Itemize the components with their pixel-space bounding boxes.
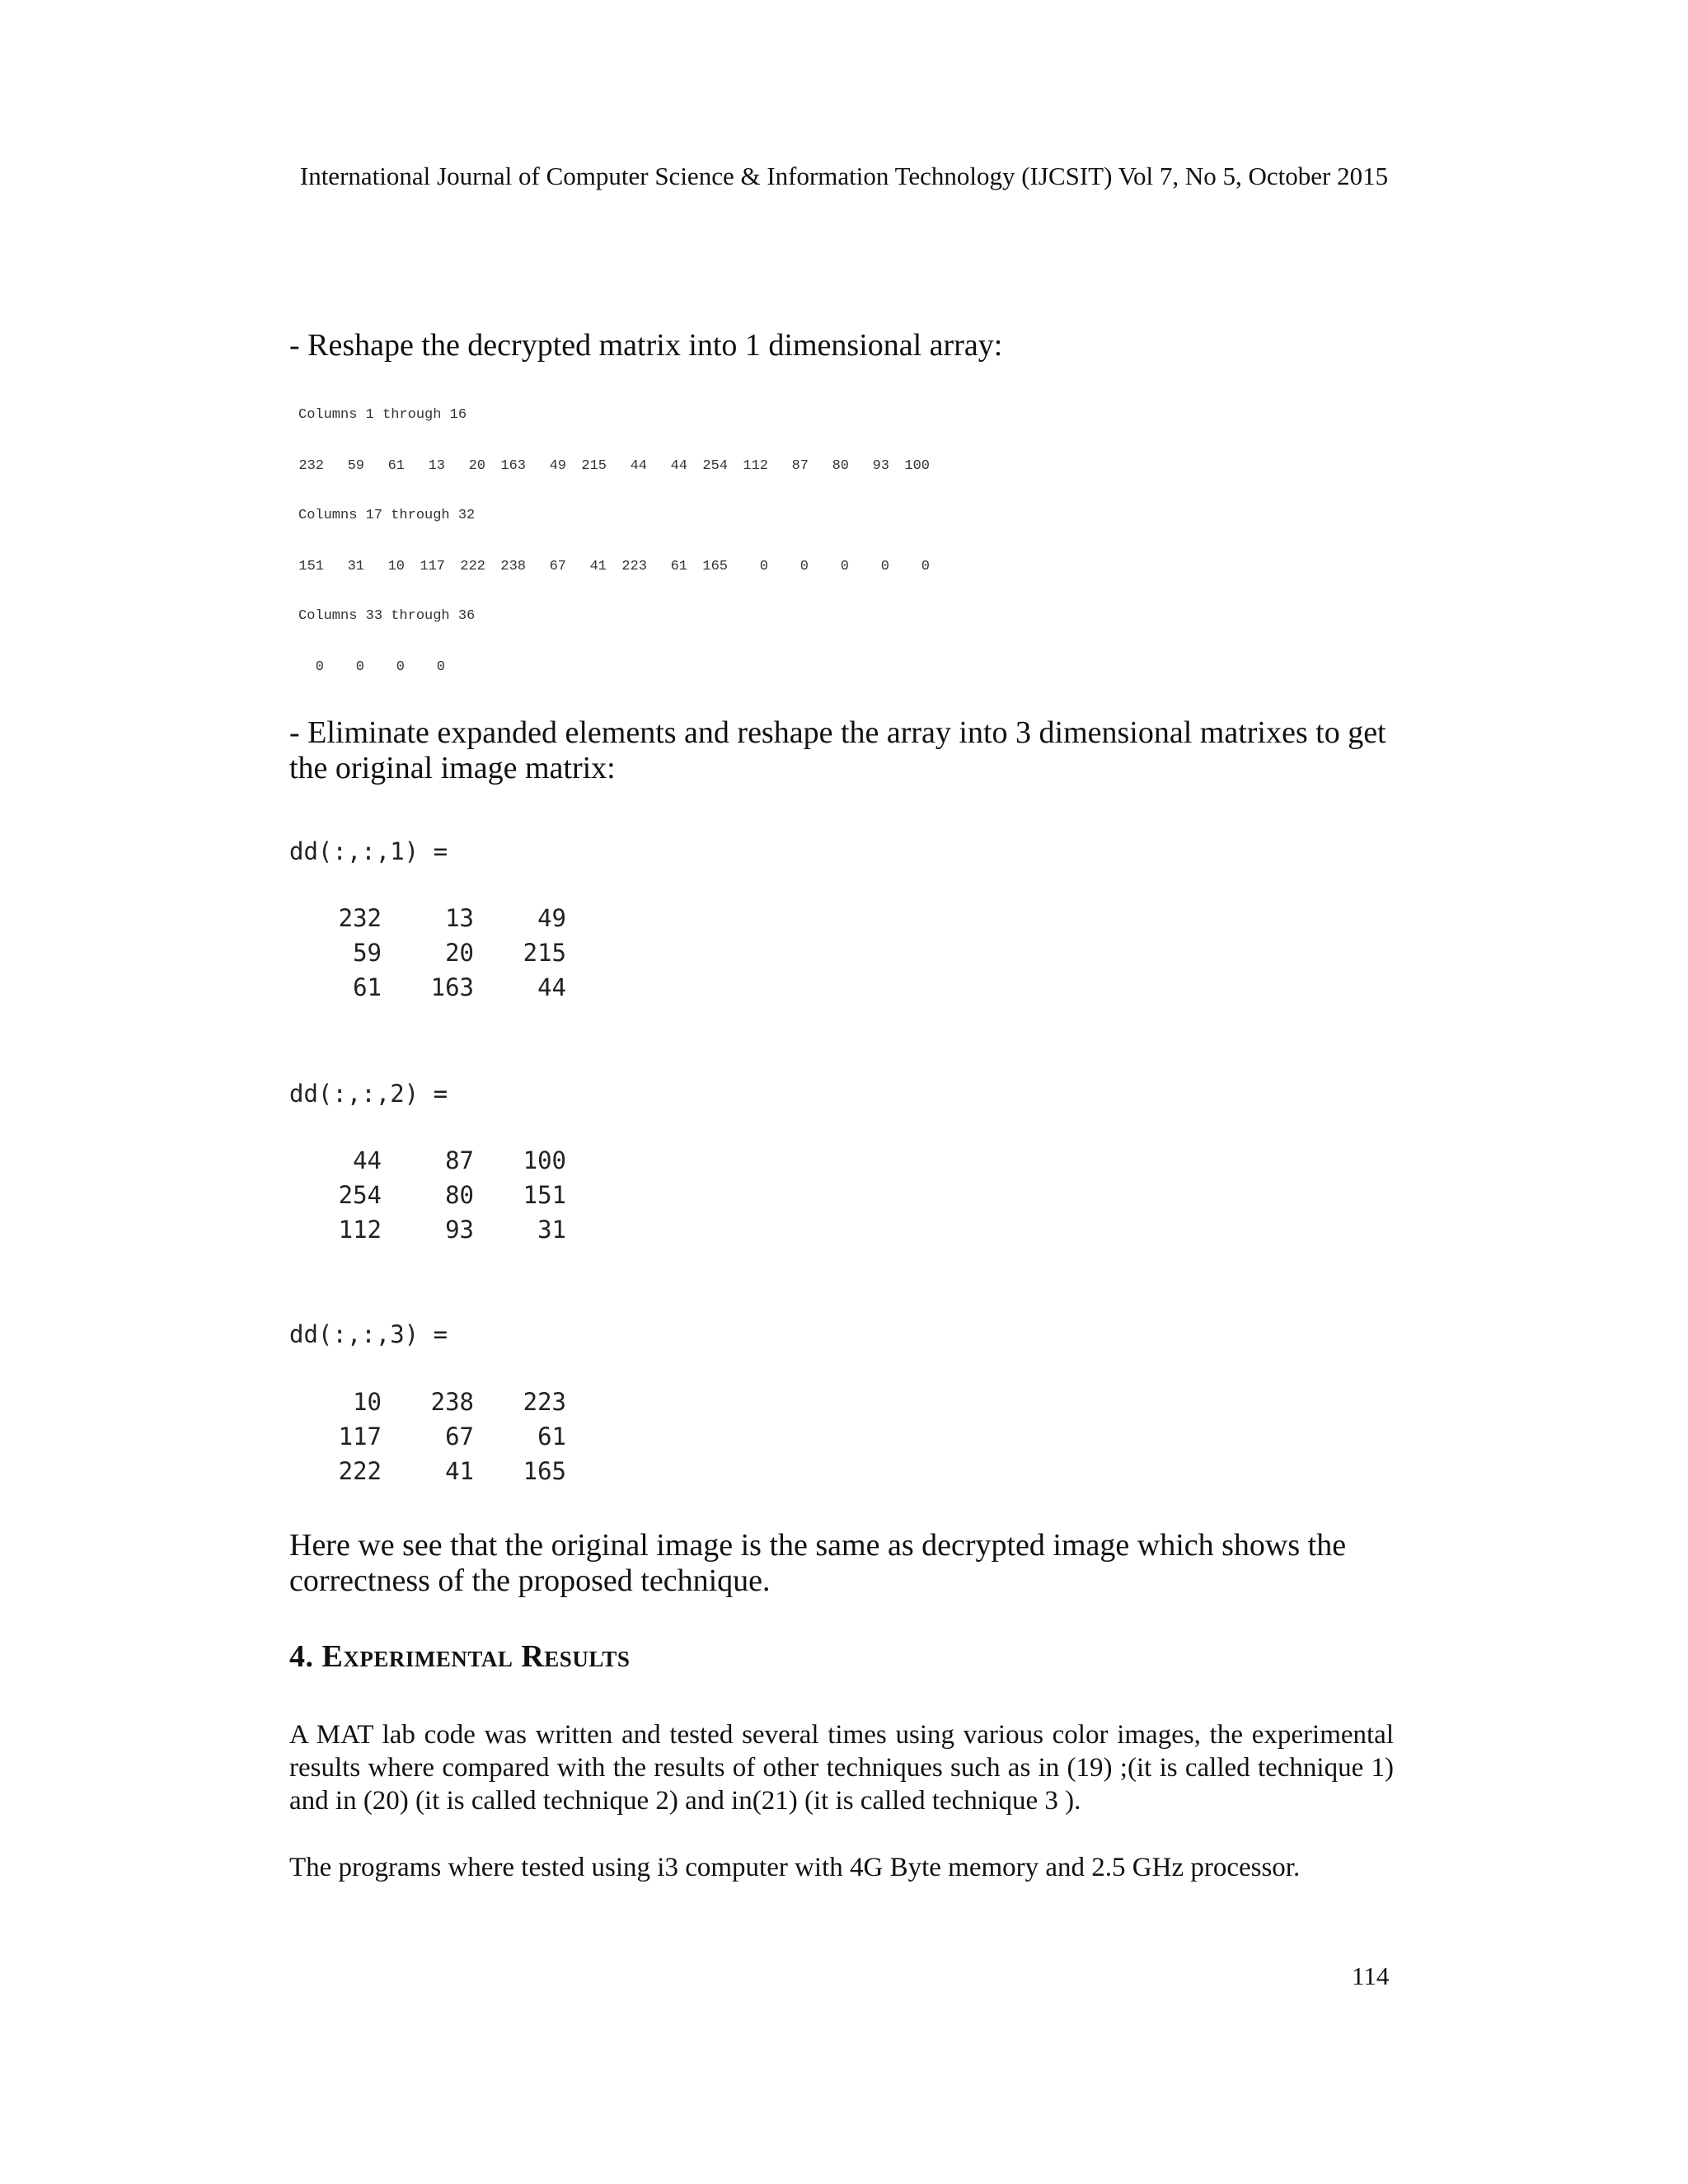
matrix-cell: 112	[338, 1216, 382, 1244]
array-value: 165	[702, 559, 728, 574]
matrix-cell: 163	[430, 973, 474, 1001]
matrix-cell: 222	[338, 1457, 382, 1485]
array-value: 0	[315, 659, 324, 675]
array-value: 44	[630, 458, 647, 474]
array-value: 49	[549, 458, 566, 474]
array-value: 0	[759, 559, 768, 574]
running-header: International Journal of Computer Science & Information Technology (IJCSIT) Vol 7, No 5, October 2015	[299, 162, 1389, 190]
matrix-cell: 59	[353, 939, 382, 967]
array-value: 254	[702, 458, 728, 474]
matrix-row	[289, 1419, 566, 1454]
array-value: 87	[791, 458, 809, 474]
matrix-cell: 41	[445, 1457, 474, 1485]
matrix-cell: 87	[445, 1146, 474, 1174]
array-value: 0	[880, 559, 889, 574]
matrix-cell: 31	[537, 1216, 566, 1244]
matrix-2	[289, 1143, 566, 1247]
matrix-cell: 215	[523, 939, 566, 967]
matrix-cell: 10	[353, 1388, 382, 1416]
array-value: 0	[840, 559, 849, 574]
matrix-cell: 61	[353, 973, 382, 1001]
array-value: 215	[581, 458, 607, 474]
array-value: 59	[347, 458, 364, 474]
matrix-3	[289, 1385, 566, 1488]
matrix-row	[289, 1212, 566, 1247]
array-value: 223	[621, 559, 647, 574]
array-value: 232	[298, 458, 324, 474]
matrix-cell: 100	[523, 1146, 566, 1174]
array-value: 238	[500, 559, 526, 574]
matrix-row	[289, 970, 566, 1005]
array-values-row-3	[284, 659, 445, 675]
array-value: 0	[396, 659, 405, 675]
array-columns-label-2: Columns 17 through 32	[298, 508, 476, 523]
matrix-row	[289, 1178, 566, 1212]
array-value: 67	[549, 559, 566, 574]
matrix-cell: 254	[338, 1181, 382, 1209]
page-number: 114	[1352, 1961, 1390, 1990]
matrix-cell: 238	[430, 1388, 474, 1416]
matrix-cell: 44	[537, 973, 566, 1001]
array-value: 117	[420, 559, 445, 574]
matrix-cell: 151	[523, 1181, 566, 1209]
array-value: 93	[872, 458, 889, 474]
array-value: 80	[832, 458, 849, 474]
array-value: 31	[347, 559, 364, 574]
array-value: 112	[743, 458, 768, 474]
matrix-1	[289, 901, 566, 1005]
array-value: 61	[670, 559, 687, 574]
matrix-cell: 117	[338, 1422, 382, 1451]
array-value: 100	[904, 458, 930, 474]
matrix-row	[289, 1454, 566, 1488]
matrix-row	[289, 1385, 566, 1419]
array-columns-label-1: Columns 1 through 16	[298, 407, 467, 423]
array-value: 41	[589, 559, 607, 574]
experiment-paragraph: A MAT lab code was written and tested several times using various color images, the experimental results where compared with the results of other techniques such as in (19) ;(it is called technique 1) and in (20) (it is called technique 2) and in(21) (it is called technique 3 ).	[289, 1720, 1394, 1816]
array-value: 151	[298, 559, 324, 574]
matrix-cell: 61	[537, 1422, 566, 1451]
matrix-cell: 13	[445, 904, 474, 932]
array-value: 61	[387, 458, 405, 474]
programs-paragraph: The programs where tested using i3 computer with 4G Byte memory and 2.5 GHz processor.	[289, 1853, 1301, 1882]
array-value: 0	[799, 559, 809, 574]
matrix-row	[289, 935, 566, 970]
matrix-cell: 49	[537, 904, 566, 932]
matrix-cell: 93	[445, 1216, 474, 1244]
matrix-label-3: dd(:,:,3) =	[289, 1320, 448, 1348]
array-values-row-1	[284, 458, 930, 474]
section-heading: 4. Experimental Results	[289, 1639, 631, 1674]
eliminate-instruction: - Eliminate expanded elements and reshape the array into 3 dimensional matrixes to get the original image matrix:	[289, 715, 1386, 785]
matrix-cell: 232	[338, 904, 382, 932]
array-value: 10	[387, 559, 405, 574]
matrix-cell: 80	[445, 1181, 474, 1209]
matrix-row	[289, 901, 566, 935]
array-value: 222	[460, 559, 485, 574]
matrix-label-2: dd(:,:,2) =	[289, 1080, 448, 1108]
array-value: 44	[670, 458, 687, 474]
matrix-cell: 20	[445, 939, 474, 967]
array-value: 0	[436, 659, 445, 675]
array-columns-label-3: Columns 33 through 36	[298, 608, 476, 624]
matrix-cell: 44	[353, 1146, 382, 1174]
matrix-cell: 223	[523, 1388, 566, 1416]
reshape-instruction: - Reshape the decrypted matrix into 1 dimensional array:	[289, 328, 1003, 363]
array-value: 13	[428, 458, 445, 474]
matrix-label-1: dd(:,:,1) =	[289, 837, 448, 865]
array-values-row-2	[284, 559, 930, 574]
matrix-row	[289, 1143, 566, 1178]
conclusion-paragraph: Here we see that the original image is the same as decrypted image which shows the correctness of the proposed technique.	[289, 1528, 1347, 1598]
array-value: 0	[355, 659, 364, 675]
matrix-cell: 165	[523, 1457, 566, 1485]
array-value: 0	[921, 559, 930, 574]
array-value: 163	[500, 458, 526, 474]
matrix-cell: 67	[445, 1422, 474, 1451]
array-value: 20	[468, 458, 485, 474]
